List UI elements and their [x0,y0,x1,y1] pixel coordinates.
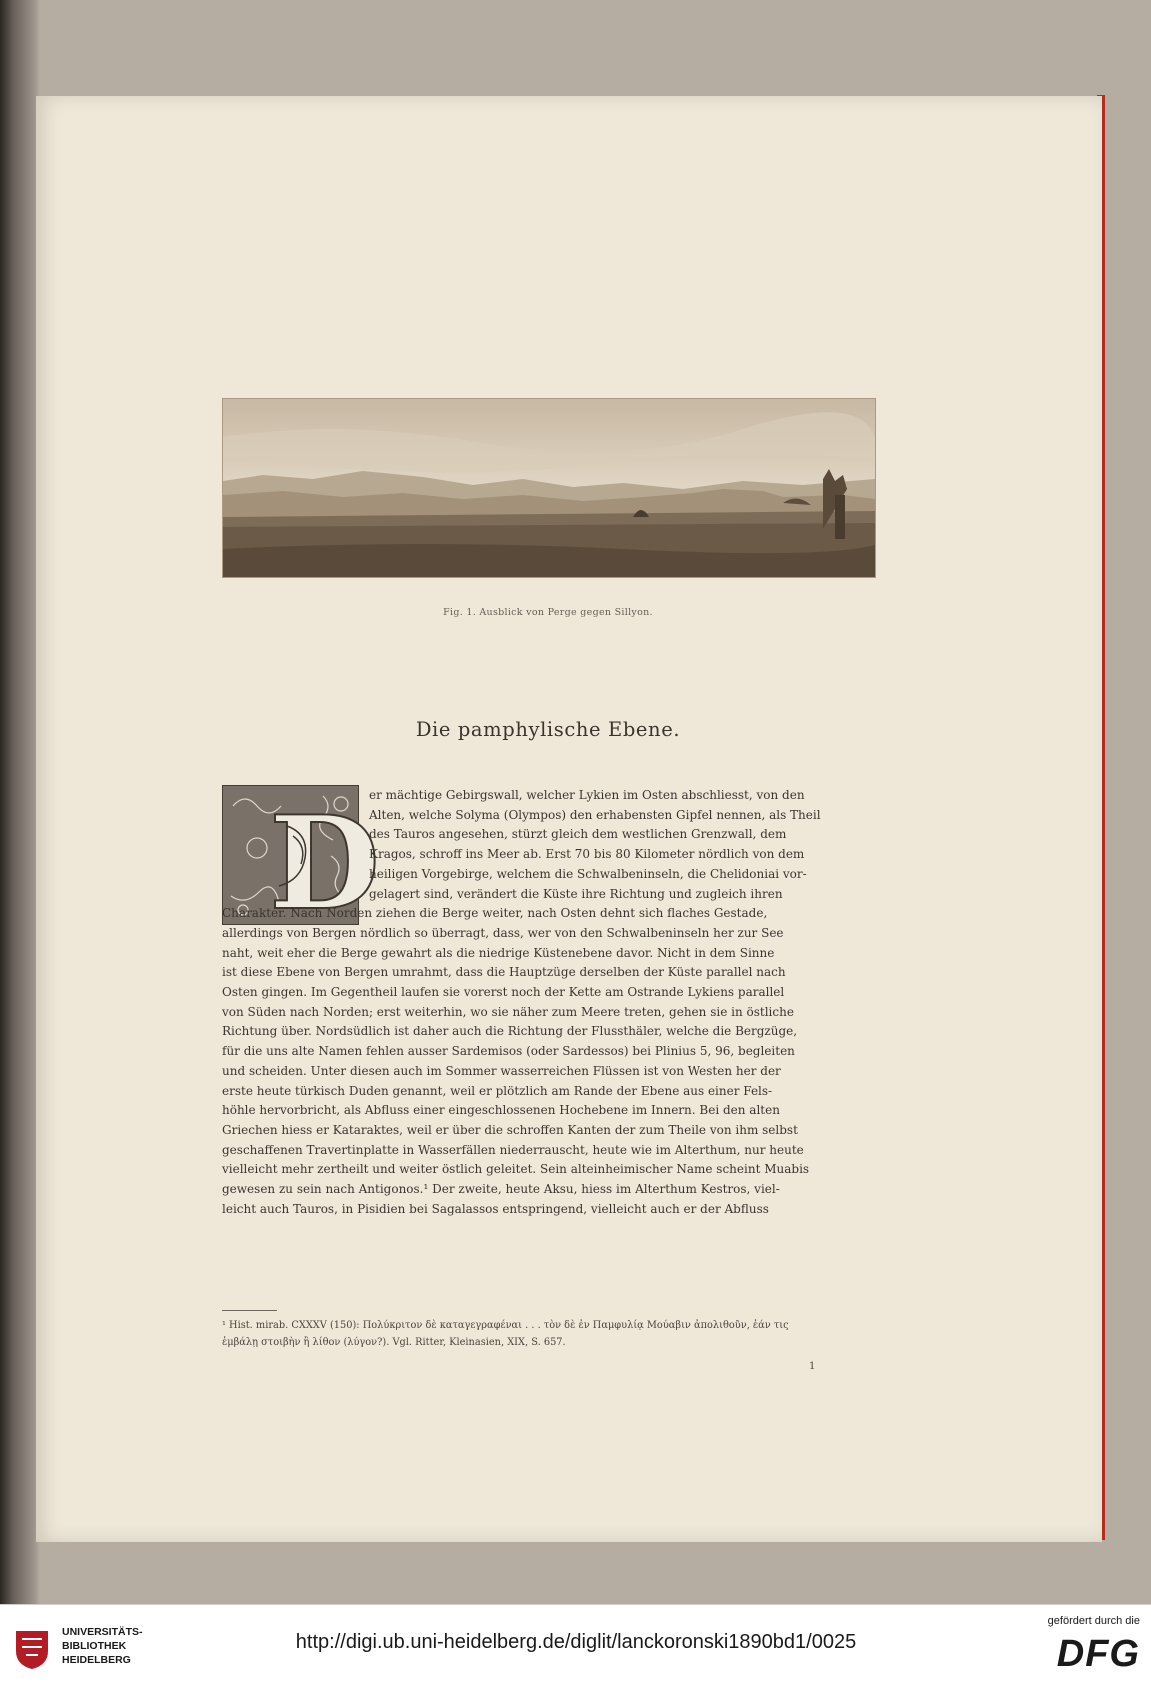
text-line: Richtung über. Nordsüdlich ist daher auch die Richtung der Flussthäler, welche die Bergzüge, [222,1024,798,1039]
text-line: leicht auch Tauros, in Pisidien bei Sagalassos entspringend, vielleicht auch er der Abfluss [222,1201,769,1216]
library-name-line: HEIDELBERG [62,1654,131,1666]
landscape-plate-image [222,398,876,578]
text-line: gewesen zu sein nach Antigonos.¹ Der zweite, heute Aksu, hiess im Alterthum Kestros, viel- [222,1182,780,1196]
footnote-divider [222,1310,277,1311]
text-line: des Tauros angesehen, stürzt gleich dem westlichen Grenzwall, dem [369,827,787,842]
library-name-line: UNIVERSITÄTS- [62,1626,143,1638]
book-page [36,96,1102,1542]
text-line: vielleicht mehr zertheilt und weiter östlich geleitet. Sein alteinheimischer Name scheint Muabis [222,1162,810,1177]
text-line: ist diese Ebene von Bergen umrahmt, dass die Hauptzüge derselben der Küste parallel nach [222,965,786,980]
text-line: höhle hervorbricht, als Abfluss einer eingeschlossenen Hochebene im Innern. Bei den alten [222,1103,780,1118]
text-line: er mächtige Gebirgswall, welcher Lykien im Osten abschliesst, von den [369,788,805,802]
text-line: Griechen hiess er Kataraktes, weil er über die schroffen Kanten der zum Theile von ihm selbst [222,1122,798,1137]
initial-glyph: D [269,789,380,939]
university-seal-icon [12,1627,52,1671]
text-line: allerdings von Bergen nördlich so überragt, dass, wer von den Schwalbeninseln her zur See [222,925,784,940]
text-line: für die uns alte Namen fehlen ausser Sardemisos (oder Sardessos) bei Plinius 5, 96, begleiten [222,1044,795,1059]
figure-caption: Fig. 1. Ausblick von Perge gegen Sillyon. [443,607,653,618]
text-line: Kragos, schroff ins Meer ab. Erst 70 bis 80 Kilometer nördlich von dem [369,847,805,862]
text-line: geschaffenen Travertinplatte in Wasserfällen niederrauscht, heute wie im Alterthum, nur heute [222,1142,804,1157]
footnote-line: ἐμβάλῃ στοιβὴν ἢ λίθον (λύγον?). Vgl. Ritter, Kleinasien, XIX, S. 657. [222,1337,566,1348]
text-line: heiligen Vorgebirge, welchem die Schwalbeninseln, die Chelidoniai vor- [369,866,807,881]
text-line: naht, weit eher die Berge gewahrt als die niedrige Küstenebene davor. Nicht in dem Sinne [222,945,775,960]
text-line: Osten gingen. Im Gegentheil laufen sie vorerst noch der Kette am Ostrande Lykiens parallel [222,985,785,999]
footnote-line: ¹ Hist. mirab. CXXXV (150): Πολύκριτον δὲ καταγεγραφέναι . . . τὸν δὲ ἐν Παμφυλίᾳ Μούαβιν ἀπολιθοῦν, ἐάν τις [222,1320,789,1331]
text-line: gelagert sind, verändert die Küste ihre Richtung und zugleich ihren [369,886,783,901]
text-line: von Süden nach Norden; erst weiterhin, wo sie näher zum Meere treten, gehen sie in östliche [222,1004,794,1019]
page-number: 1 [809,1361,816,1372]
text-line: und scheiden. Unter diesen auch im Sommer wasserreichen Flüssen ist von Westen her der [222,1063,781,1078]
chapter-heading: Die pamphylische Ebene. [415,718,681,741]
dfg-logo: DFG [1056,1633,1140,1675]
viewer-footer [0,1604,1151,1687]
library-name [62,1625,143,1667]
text-line: erste heute türkisch Duden genannt, weil er plötzlich am Rande der Ebene aus einer Fels- [222,1083,773,1098]
text-line: Charakter. Nach Norden ziehen die Berge weiter, nach Osten dehnt sich flaches Gestade, [222,906,768,921]
text-line: Alten, welche Solyma (Olympos) den erhabensten Gipfel nennen, als Theil [369,807,821,822]
permalink-url[interactable]: http://digi.ub.uni-heidelberg.de/diglit/lanckoronski1890bd1/0025 [295,1631,857,1653]
funding-label: gefördert durch die [1047,1615,1140,1627]
library-name-line: BIBLIOTHEK [62,1640,127,1652]
